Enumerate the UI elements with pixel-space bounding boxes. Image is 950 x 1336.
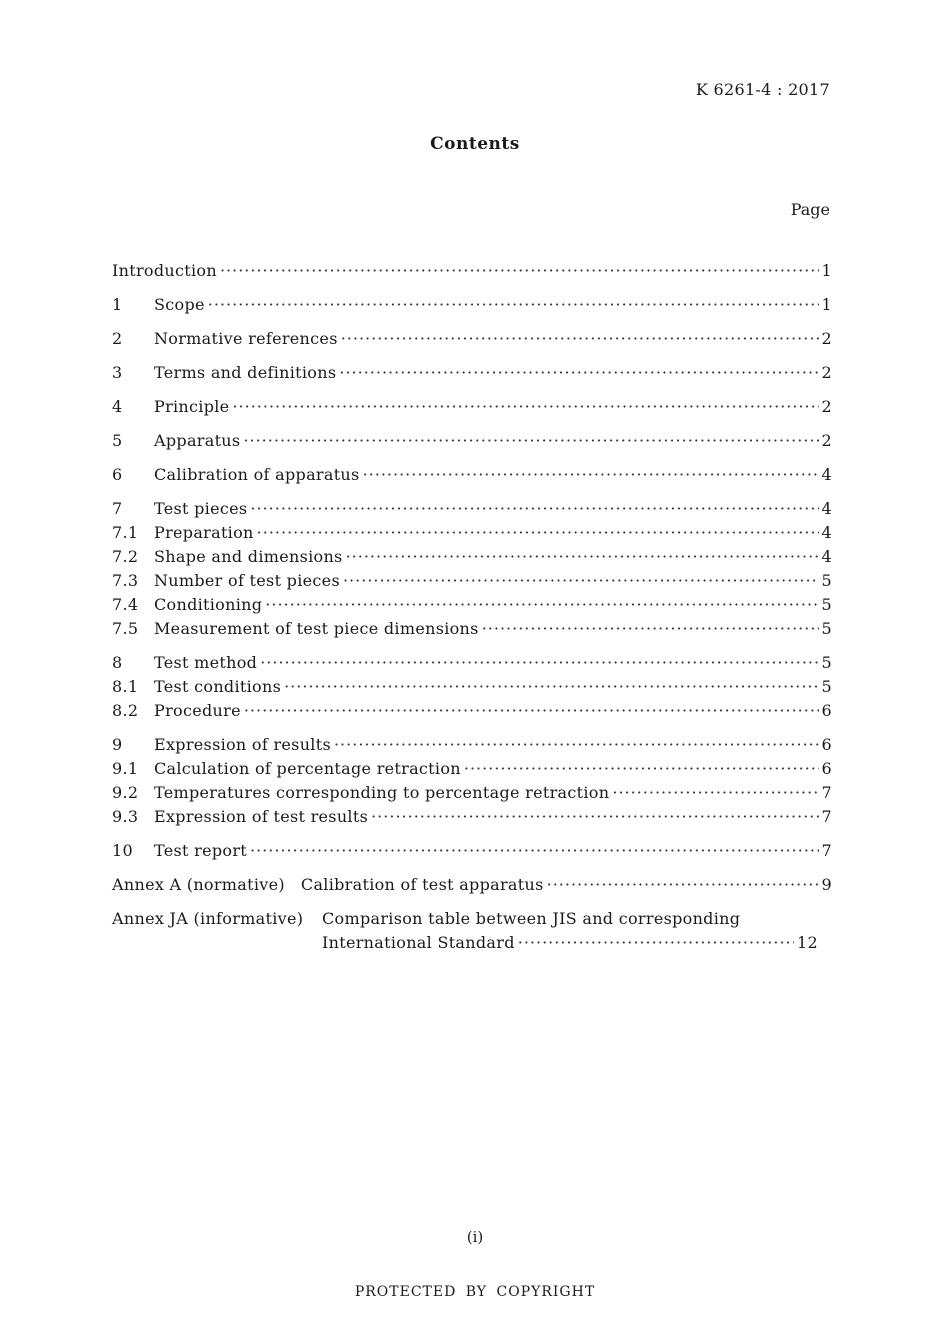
leader-dots: [343, 569, 819, 593]
toc-entry-number: 8.2: [112, 701, 139, 720]
toc-entry[interactable]: [112, 259, 832, 283]
toc-entry[interactable]: [112, 617, 832, 641]
toc-entry-title: Test conditions: [154, 677, 282, 696]
toc-entry[interactable]: [112, 569, 832, 593]
toc-entry-title: Test report: [154, 841, 247, 860]
toc-entry-page: 5: [821, 571, 832, 590]
toc-entry-number: 7.3: [112, 571, 139, 590]
toc-entry-number: 5: [112, 431, 123, 450]
leader-dots: [464, 757, 819, 781]
toc-entry-title: Expression of test results: [154, 807, 369, 826]
toc-entry-number: 8.1: [112, 677, 139, 696]
toc-entry-number: 7.5: [112, 619, 139, 638]
toc-entry-title: Procedure: [154, 701, 241, 720]
toc-entry-number: 9.1: [112, 759, 139, 778]
toc-entry-number: 8: [112, 653, 123, 672]
annex-a-title: Calibration of test apparatus: [300, 875, 544, 894]
toc-entry[interactable]: [112, 429, 832, 453]
toc-entry[interactable]: [112, 757, 832, 781]
toc-entry-title: Apparatus: [154, 431, 241, 450]
toc-entry-page: 2: [821, 329, 832, 348]
toc-entries: [112, 259, 832, 863]
toc-entry-page: 6: [821, 735, 832, 754]
toc-entry-annex-a[interactable]: [112, 873, 832, 897]
toc-entry-number: 2: [112, 329, 123, 348]
leader-dots: [339, 361, 818, 385]
toc-entry-page: 4: [821, 499, 832, 518]
toc-entry-page: 7: [821, 807, 832, 826]
toc-entry-number: 10: [112, 841, 133, 860]
leader-dots: [232, 395, 818, 419]
leader-dots: [371, 805, 818, 829]
toc-entry-page: 5: [821, 619, 832, 638]
toc-entry-title: Preparation: [154, 523, 254, 542]
annex-ja-title-line1: Comparison table between JIS and corresponding: [322, 909, 741, 928]
toc-entry-title: Test method: [154, 653, 258, 672]
toc-entry-page: 6: [821, 701, 832, 720]
leader-dots: [243, 429, 818, 453]
toc-entry-title: Introduction: [112, 261, 217, 280]
toc-entry[interactable]: [112, 293, 832, 317]
leader-dots: [257, 521, 819, 545]
toc-entry-title: Principle: [154, 397, 230, 416]
annex-ja-page: 12: [797, 933, 818, 952]
toc-entry[interactable]: [112, 521, 832, 545]
toc-entry-page: 7: [821, 783, 832, 802]
toc-entry-title: Shape and dimensions: [154, 547, 343, 566]
leader-dots: [547, 873, 819, 897]
leader-dots: [346, 545, 819, 569]
leader-dots: [250, 497, 818, 521]
toc-entry[interactable]: [112, 593, 832, 617]
toc-entry-number: 1: [112, 295, 123, 314]
toc-entry-page: 5: [821, 653, 832, 672]
toc-entry-page: 2: [821, 431, 832, 450]
page-number: (i): [466, 1228, 484, 1246]
toc-entry-number: 3: [112, 363, 123, 382]
page-column-label: Page: [790, 200, 830, 219]
leader-dots: [244, 699, 819, 723]
toc-entry-title: Measurement of test piece dimensions: [154, 619, 479, 638]
toc-entry[interactable]: [112, 651, 832, 675]
toc-entry-title: Expression of results: [154, 735, 331, 754]
annex-a-prefix: Annex A (normative): [112, 875, 285, 894]
toc-entry-title: Calculation of percentage retraction: [154, 759, 461, 778]
toc-entry-annex-ja[interactable]: [112, 907, 832, 955]
annex-a-page: 9: [821, 875, 832, 894]
toc-entry-page: 5: [821, 595, 832, 614]
toc-entry-title: Scope: [154, 295, 205, 314]
toc-entry-page: 4: [821, 547, 832, 566]
toc-entry-page: 4: [821, 465, 832, 484]
toc-entry[interactable]: [112, 781, 832, 805]
toc-entry-number: 9.3: [112, 807, 139, 826]
table-of-contents: [112, 259, 832, 955]
annex-ja-title-line2: International Standard: [322, 933, 515, 952]
toc-entry-number: 7: [112, 499, 123, 518]
toc-entry-number: 7.2: [112, 547, 139, 566]
toc-entry[interactable]: [112, 463, 832, 487]
toc-entry-page: 2: [821, 363, 832, 382]
toc-entry[interactable]: [112, 675, 832, 699]
copyright-notice: PROTECTED BY COPYRIGHT: [354, 1284, 596, 1300]
document-id: K 6261-4 : 2017: [695, 80, 830, 99]
toc-entry[interactable]: [112, 699, 832, 723]
toc-entry-number: 9: [112, 735, 123, 754]
toc-entry[interactable]: [112, 839, 832, 863]
leader-dots: [363, 463, 819, 487]
toc-entry-page: 6: [821, 759, 832, 778]
toc-entry-title: Conditioning: [154, 595, 263, 614]
toc-entry[interactable]: [112, 395, 832, 419]
toc-entry-title: Normative references: [154, 329, 338, 348]
toc-entry-number: 4: [112, 397, 123, 416]
toc-entry-number: 9.2: [112, 783, 139, 802]
leader-dots: [250, 839, 819, 863]
toc-entry-page: 1: [821, 261, 832, 280]
toc-entry[interactable]: [112, 805, 832, 829]
toc-entry-title: Temperatures corresponding to percentage retraction: [154, 783, 610, 802]
toc-entry[interactable]: [112, 497, 832, 521]
toc-entry-number: 7.1: [112, 523, 139, 542]
annex-ja-prefix: Annex JA (informative): [112, 909, 304, 928]
leader-dots: [341, 327, 819, 351]
toc-entry[interactable]: [112, 361, 832, 385]
toc-entry-page: 1: [821, 295, 832, 314]
page-title: Contents: [430, 134, 520, 154]
toc-entry-number: 6: [112, 465, 123, 484]
toc-entry-page: 4: [821, 523, 832, 542]
leader-dots: [334, 733, 819, 757]
toc-entry-page: 7: [821, 841, 832, 860]
toc-entry-title: Number of test pieces: [154, 571, 340, 590]
leader-dots: [284, 675, 818, 699]
toc-entry-page: 2: [821, 397, 832, 416]
toc-entry-number: 7.4: [112, 595, 139, 614]
leader-dots: [265, 593, 818, 617]
toc-entry[interactable]: [112, 327, 832, 351]
toc-entry-title: Test pieces: [154, 499, 248, 518]
leader-dots: [482, 617, 819, 641]
leader-dots: [220, 259, 819, 283]
leader-dots: [260, 651, 818, 675]
toc-entry-title: Terms and definitions: [154, 363, 337, 382]
toc-entry[interactable]: [112, 733, 832, 757]
toc-entry-page: 5: [821, 677, 832, 696]
leader-dots: [208, 293, 819, 317]
toc-entry[interactable]: [112, 545, 832, 569]
leader-dots: [518, 931, 794, 955]
toc-entry-title: Calibration of apparatus: [154, 465, 360, 484]
leader-dots: [612, 781, 818, 805]
